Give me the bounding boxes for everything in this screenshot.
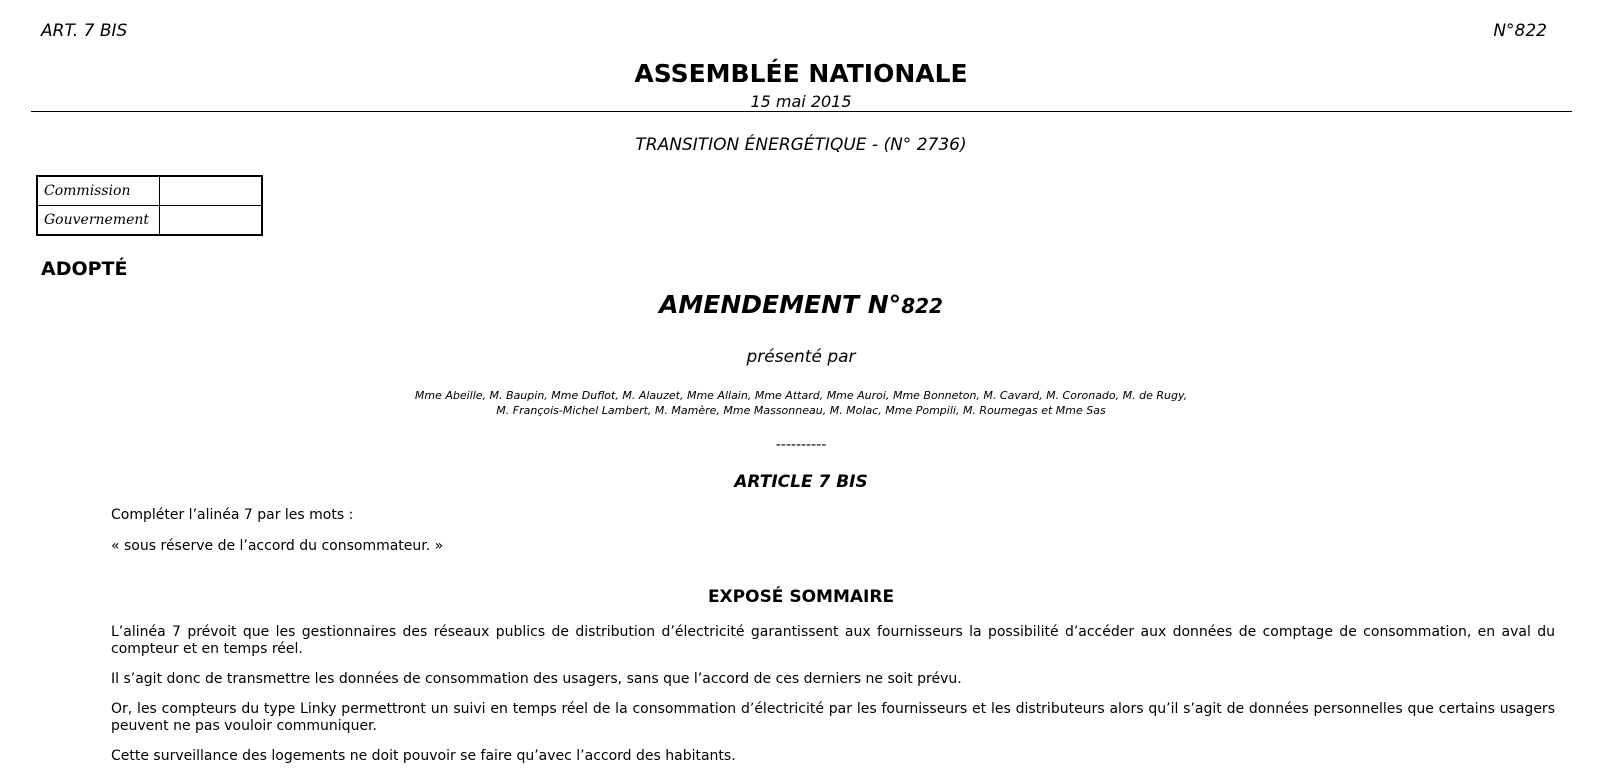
amendment-title-number: 822 (901, 294, 943, 318)
summary-paragraph: Il s’agit donc de transmettre les données de consommation des usagers, sans que l’accord de ces derniers ne soit prévu. (111, 671, 962, 687)
summary-paragraph: Or, les compteurs du type Linky permettront un suivi en temps réel de la consommation d’électricité par les fournisseurs et les distributeurs alors qu’il s’agit de données personnelles que certains usagers peuvent ne pas vouloir communiquer. (111, 701, 1555, 734)
status-label: Gouvernement (37, 206, 160, 236)
status-row-gouvernement (37, 206, 262, 236)
status-label: Commission (37, 176, 160, 206)
bill-title: TRANSITION ÉNERGÉTIQUE - (N° 2736) (635, 135, 967, 155)
summary-heading: EXPOSÉ SOMMAIRE (707, 587, 895, 607)
assembly-title: ASSEMBLÉE NATIONALE (634, 59, 968, 88)
header-divider (31, 111, 1572, 112)
status-value (160, 206, 263, 236)
amendment-title (0, 290, 1602, 319)
status-row-commission (37, 176, 262, 206)
amendment-paragraph: Compléter l’alinéa 7 par les mots : (111, 507, 354, 523)
amendment-number-reference: N°822 (1493, 21, 1547, 41)
presented-by-label: présenté par (746, 347, 856, 367)
adoption-status: ADOPTÉ (41, 258, 128, 280)
status-value (160, 176, 263, 206)
amendment-paragraph: « sous réserve de l’accord du consommateur. » (111, 538, 444, 554)
status-table (36, 175, 263, 236)
amendment-title-prefix: AMENDEMENT N° (659, 290, 902, 319)
article-heading: ARTICLE 7 BIS (734, 472, 868, 492)
summary-paragraph: L’alinéa 7 prévoit que les gestionnaires des réseaux publics de distribution d’électricité garantissent aux fournisseurs la possibilité d’accéder aux données de comptage de consommation, en aval du compteur et en temps réel. (111, 624, 1555, 657)
article-reference: ART. 7 BIS (41, 21, 128, 41)
authors-line: Mme Abeille, M. Baupin, Mme Duflot, M. Alauzet, Mme Allain, Mme Attard, Mme Auroi, Mme Bonneton, M. Cavard, M. Coronado, M. de Rugy, (414, 389, 1188, 402)
summary-body (111, 624, 1555, 778)
authors-list (0, 388, 1602, 418)
amendment-body (111, 507, 1555, 569)
summary-paragraph: Cette surveillance des logements ne doit pouvoir se faire qu’avec l’accord des habitants. (111, 748, 736, 764)
separator: ---------- (775, 437, 827, 453)
document-date: 15 mai 2015 (750, 92, 852, 111)
authors-line: M. François-Michel Lambert, M. Mamère, Mme Massonneau, M. Molac, Mme Pompili, M. Roumegas et Mme Sas (496, 404, 1106, 417)
